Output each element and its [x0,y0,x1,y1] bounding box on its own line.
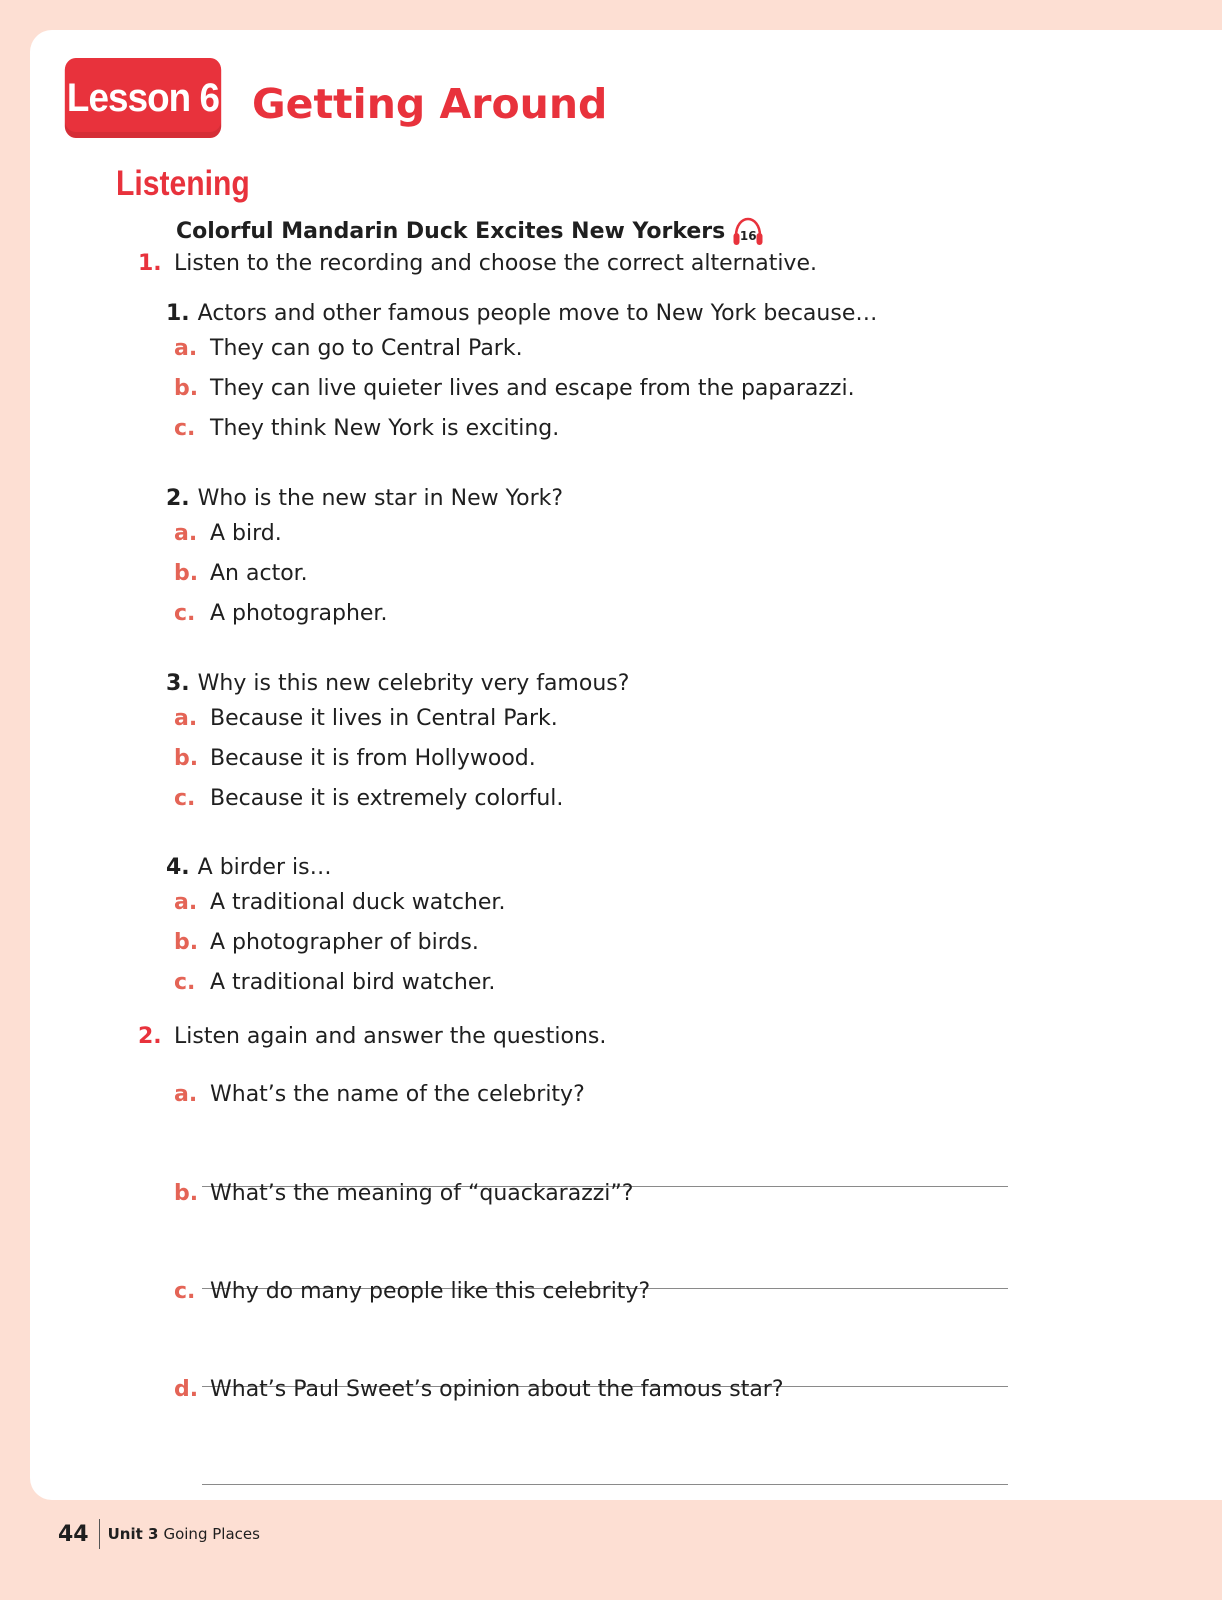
question-text: What’s the meaning of “quackarazzi”? [210,1181,634,1206]
question-1 [166,298,877,330]
option-letter: a. [174,706,198,731]
exercise-number: 1. [138,251,162,276]
option-letter: b. [174,376,199,401]
answer-option[interactable] [174,703,558,735]
answer-line[interactable] [202,1484,1008,1485]
story-title: Colorful Mandarin Duck Excites New Yorkers [176,219,726,244]
section-title: Listening [116,164,250,203]
open-question-b [174,1178,633,1210]
unit-label: Unit 3 [107,1525,159,1543]
question-number: 4. [166,855,190,880]
option-text: A traditional duck watcher. [210,890,506,915]
audio-track-number: 16 [739,229,757,243]
question-text: Actors and other famous people move to New York because… [197,301,878,326]
option-letter: b. [174,746,199,771]
answer-option[interactable] [174,333,523,365]
answer-option[interactable] [174,927,479,959]
option-text: They can live quieter lives and escape from the paparazzi. [210,376,855,401]
option-text: Because it is from Hollywood. [210,746,536,771]
option-letter: c. [174,786,196,811]
option-text: A traditional bird watcher. [210,970,496,995]
question-letter: d. [174,1377,199,1402]
answer-option[interactable] [174,967,495,999]
question-letter: c. [174,1279,196,1304]
answer-option[interactable] [174,558,308,590]
question-number: 2. [166,486,190,511]
question-number: 3. [166,671,190,696]
option-text: They can go to Central Park. [210,336,523,361]
option-letter: b. [174,930,199,955]
option-text: A bird. [210,521,282,546]
option-text: Because it lives in Central Park. [210,706,558,731]
option-text: They think New York is exciting. [210,416,560,441]
answer-option[interactable] [174,598,387,630]
option-letter: c. [174,601,196,626]
question-text: Why is this new celebrity very famous? [197,671,630,696]
question-number: 1. [166,301,190,326]
answer-option[interactable] [174,373,855,405]
option-text: A photographer of birds. [210,930,479,955]
option-letter: c. [174,416,196,441]
headphones-icon[interactable] [731,216,765,248]
option-text: An actor. [210,561,308,586]
unit-name: Going Places [163,1525,260,1543]
exercise-instruction: Listen to the recording and choose the correct alternative. [174,251,817,276]
question-text: Why do many people like this celebrity? [210,1279,651,1304]
page-footer [58,1518,260,1550]
option-letter: a. [174,890,198,915]
answer-option[interactable] [174,887,505,919]
question-letter: b. [174,1181,199,1206]
answer-option[interactable] [174,518,282,550]
page-number: 44 [58,1521,89,1547]
question-2 [166,483,563,515]
story-title-row [176,216,765,248]
option-text: A photographer. [210,601,388,626]
option-letter: a. [174,521,198,546]
option-letter: c. [174,970,196,995]
option-letter: a. [174,336,198,361]
question-letter: a. [174,1082,198,1107]
question-text: Who is the new star in New York? [197,486,564,511]
answer-option[interactable] [174,783,563,815]
option-text: Because it is extremely colorful. [210,786,564,811]
lesson-badge: Lesson 6 [65,58,221,138]
question-text: What’s the name of the celebrity? [210,1082,585,1107]
page-title: Getting Around [252,80,608,128]
exercise-instruction: Listen again and answer the questions. [174,1024,607,1049]
open-question-d [174,1374,784,1406]
footer-divider [99,1519,100,1549]
question-4 [166,852,332,884]
question-text: What’s Paul Sweet’s opinion about the famous star? [210,1377,784,1402]
answer-option[interactable] [174,413,559,445]
question-text: A birder is… [197,855,332,880]
open-question-c [174,1276,650,1308]
option-letter: b. [174,561,199,586]
answer-option[interactable] [174,743,536,775]
exercise-2-instruction-row [138,1021,606,1053]
open-question-a [174,1079,585,1111]
exercise-1-instruction-row [138,248,817,280]
exercise-number: 2. [138,1024,162,1049]
question-3 [166,668,629,700]
